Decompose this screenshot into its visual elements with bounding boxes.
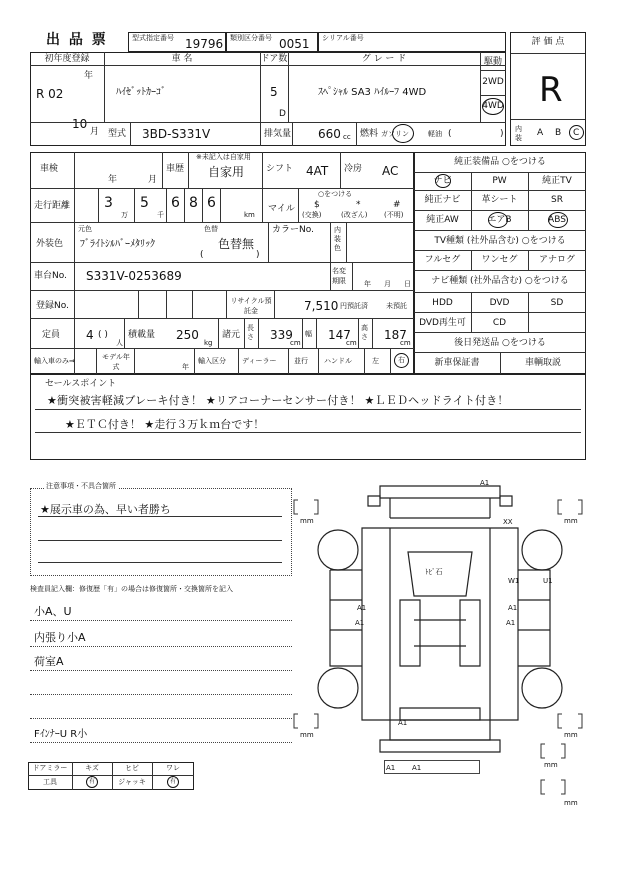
displacement-unit: cc xyxy=(343,133,351,141)
docs-manual: 車輌取説 xyxy=(524,358,561,368)
doors-label: ドア数 xyxy=(260,54,288,64)
color-label: 外装色 xyxy=(36,239,64,249)
tv-fullseg: フルセグ xyxy=(424,255,461,265)
capacity-label: 定員 xyxy=(42,330,61,340)
chassis-value: S331V-0253689 xyxy=(86,269,182,283)
interior-grade-a: A xyxy=(537,128,544,138)
displacement-value: 660 xyxy=(318,127,341,141)
docs-header: 後日発送品 ○をつける xyxy=(454,338,546,348)
legend-break: ワレ xyxy=(166,764,180,772)
mileage-label: 走行距離 xyxy=(34,201,71,211)
name-change-day: 日 xyxy=(404,280,411,288)
inspector-line-3: 荷室A xyxy=(34,655,64,668)
equip-genuine-navi: 純正ナビ xyxy=(424,195,461,205)
history-note: ※未記入は自家用 xyxy=(196,153,251,161)
rear-right-wheel xyxy=(522,668,562,708)
chassis-label: 車台No. xyxy=(34,271,67,281)
type-number-box xyxy=(128,32,226,52)
first-reg-era: R 02 xyxy=(36,87,64,101)
drive-label: 駆動 xyxy=(483,57,502,67)
fuel-gasoline: ガソリン xyxy=(381,130,409,138)
ac-value: AC xyxy=(382,164,399,178)
name-change-label: 名変期限 xyxy=(332,267,346,285)
load-label: 積載量 xyxy=(128,330,156,340)
legend-scratch: キズ xyxy=(85,764,99,772)
class-number-box xyxy=(226,32,318,52)
notes-line-1: ★展示車の為、早い者勝ち xyxy=(40,503,171,516)
legend-mirror: ドアミラー xyxy=(32,764,68,772)
type-number-value: 19796 xyxy=(185,37,224,51)
damage-bottom-a1-1: A1 xyxy=(386,764,396,772)
shaken-label: 車検 xyxy=(40,164,59,174)
sales-point-label: セールスポイント xyxy=(45,379,117,389)
import-parallel: 並行 xyxy=(294,357,308,365)
mileage-unknown-symbol: # xyxy=(393,200,401,210)
rear-left-wheel xyxy=(318,668,358,708)
damage-right-a1-1: A1 xyxy=(508,604,518,612)
serial-number-label: シリアル番号 xyxy=(322,34,364,42)
mm-label-4: mm xyxy=(564,731,578,739)
sales-line-2: ★ＥＴＣ付き！ ★走行３万ｋｍ台です！ xyxy=(65,418,265,431)
mm-label-6: mm xyxy=(564,799,578,807)
body-outline xyxy=(362,528,518,720)
height-value: 187 xyxy=(384,328,407,342)
color-change-value: 色替無 xyxy=(218,237,255,251)
navi-sd: SD xyxy=(550,298,564,308)
displacement-label: 排気量 xyxy=(264,129,292,139)
fuel-diesel: 軽油 xyxy=(428,130,442,138)
shift-value: 4AT xyxy=(306,164,329,178)
equip-abs: ABS xyxy=(548,215,566,225)
class-number-label: 類別区分番号 xyxy=(230,34,272,42)
mileage-digit-4: 8 xyxy=(189,195,198,211)
tv-type-header: TV種類 (社外品含む) ○をつける xyxy=(434,236,566,246)
navi-dvd: DVD xyxy=(489,298,510,308)
shift-label: シフト xyxy=(266,164,294,174)
navi-hdd: HDD xyxy=(432,298,453,308)
equip-airbag: エアB xyxy=(487,215,512,225)
first-reg-month: 10 xyxy=(72,117,88,131)
damage-u1: U1 xyxy=(543,577,553,585)
ac-label: 冷房 xyxy=(344,164,363,174)
sales-line-1: ★衝突被害軽減ブレーキ付き！ ★リアコーナーセンサー付き！ ★ＬＥＤヘッドライト付き！ xyxy=(47,394,509,407)
serial-number-box xyxy=(318,32,506,52)
dimension-label: 諸元 xyxy=(222,330,241,340)
rear-bumper-shape xyxy=(380,740,500,752)
mileage-unit: km xyxy=(244,211,255,219)
recycle-not-deposited: 未預託 xyxy=(386,302,407,310)
capacity-value: 4 xyxy=(86,328,94,342)
recycle-unit: 円 xyxy=(340,302,347,310)
load-value: 250 xyxy=(176,328,199,342)
damage-top-a1: A1 xyxy=(480,479,490,487)
shaken-month: 月 xyxy=(148,175,158,185)
type-number-label: 型式指定番号 xyxy=(132,34,174,42)
damage-xx: XX xyxy=(503,518,513,526)
mm-label-5: mm xyxy=(544,761,558,769)
inspector-label: 検査員記入欄：修復歴「有」の場合は修復箇所・交換箇所を記入 xyxy=(30,585,233,593)
first-reg-label: 初年度登録 xyxy=(44,54,90,64)
length-label: 長さ xyxy=(247,324,254,341)
mileage-tamper-symbol: * xyxy=(356,200,361,210)
miles-label: マイル xyxy=(268,204,295,214)
navi-type-header: ナビ種類 (社外品含む) ○をつける xyxy=(431,276,569,286)
handle-right: 右 xyxy=(398,356,405,364)
model-year-unit: 年 xyxy=(182,363,189,371)
drive-4wd: 4WD xyxy=(482,101,504,111)
mileage-digit-2: 5 xyxy=(140,195,149,211)
model-label: 型式 xyxy=(108,129,127,139)
handle-left: 左 xyxy=(372,357,379,365)
equip-leather: 革シート xyxy=(481,195,518,205)
equip-genuine-aw: 純正AW xyxy=(426,215,459,225)
grade-label: グ レ ー ド xyxy=(361,54,407,64)
damage-left-a1-1: A1 xyxy=(357,604,367,612)
equipment-header: 純正装備品 ○をつける xyxy=(454,157,546,167)
damage-left-a1-2: A1 xyxy=(355,619,365,627)
mileage-sen: 千 xyxy=(157,211,164,219)
inspector-line-1: 小A、U xyxy=(34,605,72,618)
mileage-exchange-symbol: $ xyxy=(314,200,320,210)
color-no-label: カラーNo. xyxy=(272,225,314,235)
mileage-digit-1: 3 xyxy=(104,195,113,211)
doors-suffix: D xyxy=(279,109,286,119)
legend-tools-yes: 有 xyxy=(88,778,95,785)
handle-label: ハンドル xyxy=(324,357,352,365)
inspector-line-6: FｲﾝﾅｰU R小 xyxy=(34,729,88,740)
shaken-year: 年 xyxy=(108,175,118,185)
tv-oneseg: ワンセグ xyxy=(481,255,518,265)
height-label: 高さ xyxy=(361,324,368,341)
interior-grade-c: C xyxy=(573,128,580,138)
recycle-deposited: 預託済 xyxy=(347,302,368,310)
front-bumper-shape xyxy=(380,486,500,498)
class-number-value: 0051 xyxy=(279,37,310,51)
sales-point-box xyxy=(30,374,586,460)
mm-label-1: mm xyxy=(300,517,314,525)
front-right-wheel xyxy=(522,530,562,570)
docs-warranty: 新車保証書 xyxy=(434,358,480,368)
first-reg-month-unit: 月 xyxy=(90,127,100,137)
width-value: 147 xyxy=(328,328,351,342)
mileage-tamper: (改ざん) xyxy=(341,211,368,219)
recycle-value: 7,510 xyxy=(304,299,339,313)
score-box xyxy=(510,32,586,146)
score-value: R xyxy=(539,70,563,110)
orig-color-value: ﾌﾞﾗｲﾄｼﾙﾊﾞｰﾒﾀﾘｯｸ xyxy=(80,239,155,250)
capacity-unit: 人 xyxy=(116,339,123,347)
import-only-label: 輸入車のみ⇒ xyxy=(34,357,75,365)
damage-w1: W1 xyxy=(508,577,520,585)
score-label: 評 価 点 xyxy=(531,37,565,47)
color-change-label: 色替 xyxy=(204,225,218,233)
width-label: 幅 xyxy=(305,330,312,338)
equip-navi: ナビ xyxy=(433,176,452,186)
model-year-label: モデル年式 xyxy=(102,353,130,371)
equip-sr: SR xyxy=(551,195,563,205)
equip-pw: PW xyxy=(492,176,507,186)
model-value: 3BD-S331V xyxy=(142,127,211,141)
import-class-label: 輸入区分 xyxy=(198,357,226,365)
navi-dvd-play: DVD再生可 xyxy=(419,318,466,328)
car-damage-diagram xyxy=(290,470,590,810)
length-value: 339 xyxy=(270,328,293,342)
interior-grade-b: B xyxy=(555,128,562,138)
interior-color-label: 内装色 xyxy=(334,226,341,252)
orig-color-label: 元色 xyxy=(78,225,92,233)
damage-right-a1-2: A1 xyxy=(506,619,516,627)
registration-label: 登録No. xyxy=(36,301,69,311)
equip-tv: 純正TV xyxy=(542,176,572,186)
legend-tools: 工具 xyxy=(43,778,57,786)
mileage-mark-label: ○をつける xyxy=(318,190,353,198)
inspector-line-2: 内張り小A xyxy=(34,631,86,644)
mileage-exchange: (交換) xyxy=(302,211,322,219)
import-dealer: ディーラー xyxy=(242,357,277,365)
mileage-digit-3: 6 xyxy=(171,195,180,211)
history-label: 車歴 xyxy=(166,164,185,174)
navi-cd: CD xyxy=(492,318,507,328)
doors-value: 5 xyxy=(270,85,278,99)
damage-rear-a1: A1 xyxy=(398,719,408,727)
car-name-value: ﾊｲｾﾞｯﾄｶｰｺﾞ xyxy=(116,87,166,98)
mm-label-3: mm xyxy=(300,731,314,739)
fuel-label: 燃料 xyxy=(360,129,379,139)
interior-label: 内装 xyxy=(515,125,522,142)
damage-stone-chip: ﾄﾋﾞ石 xyxy=(425,568,443,576)
first-reg-year-unit: 年 xyxy=(84,71,94,81)
legend-jack: ジャッキ xyxy=(118,778,146,786)
history-value: 自家用 xyxy=(208,165,245,179)
legend-jack-yes: 有 xyxy=(169,778,176,785)
notes-label: 注意事項・不具合箇所 xyxy=(46,482,116,490)
tv-analog: アナログ xyxy=(538,255,575,265)
recycle-label: リサイクル預託金 xyxy=(230,297,272,315)
grade-value: ｽﾍﾟｼｬﾙ SA3 ﾊｲﾙｰﾌ 4WD xyxy=(318,87,427,98)
mm-label-2: mm xyxy=(564,517,578,525)
load-unit: kg xyxy=(204,339,213,347)
mileage-man: 万 xyxy=(121,211,128,219)
drive-2wd: 2WD xyxy=(482,77,504,87)
mileage-unknown: (不明) xyxy=(384,211,404,219)
legend-crack: ヒビ xyxy=(125,764,139,772)
car-name-label: 車 名 xyxy=(171,54,193,64)
name-change-year: 年 xyxy=(364,280,371,288)
mileage-digit-5: 6 xyxy=(207,195,216,211)
damage-bottom-a1-2: A1 xyxy=(412,764,422,772)
form-title: 出 品 票 xyxy=(46,32,108,48)
rear-bumper-box xyxy=(384,760,480,774)
front-left-wheel xyxy=(318,530,358,570)
name-change-month: 月 xyxy=(384,280,391,288)
